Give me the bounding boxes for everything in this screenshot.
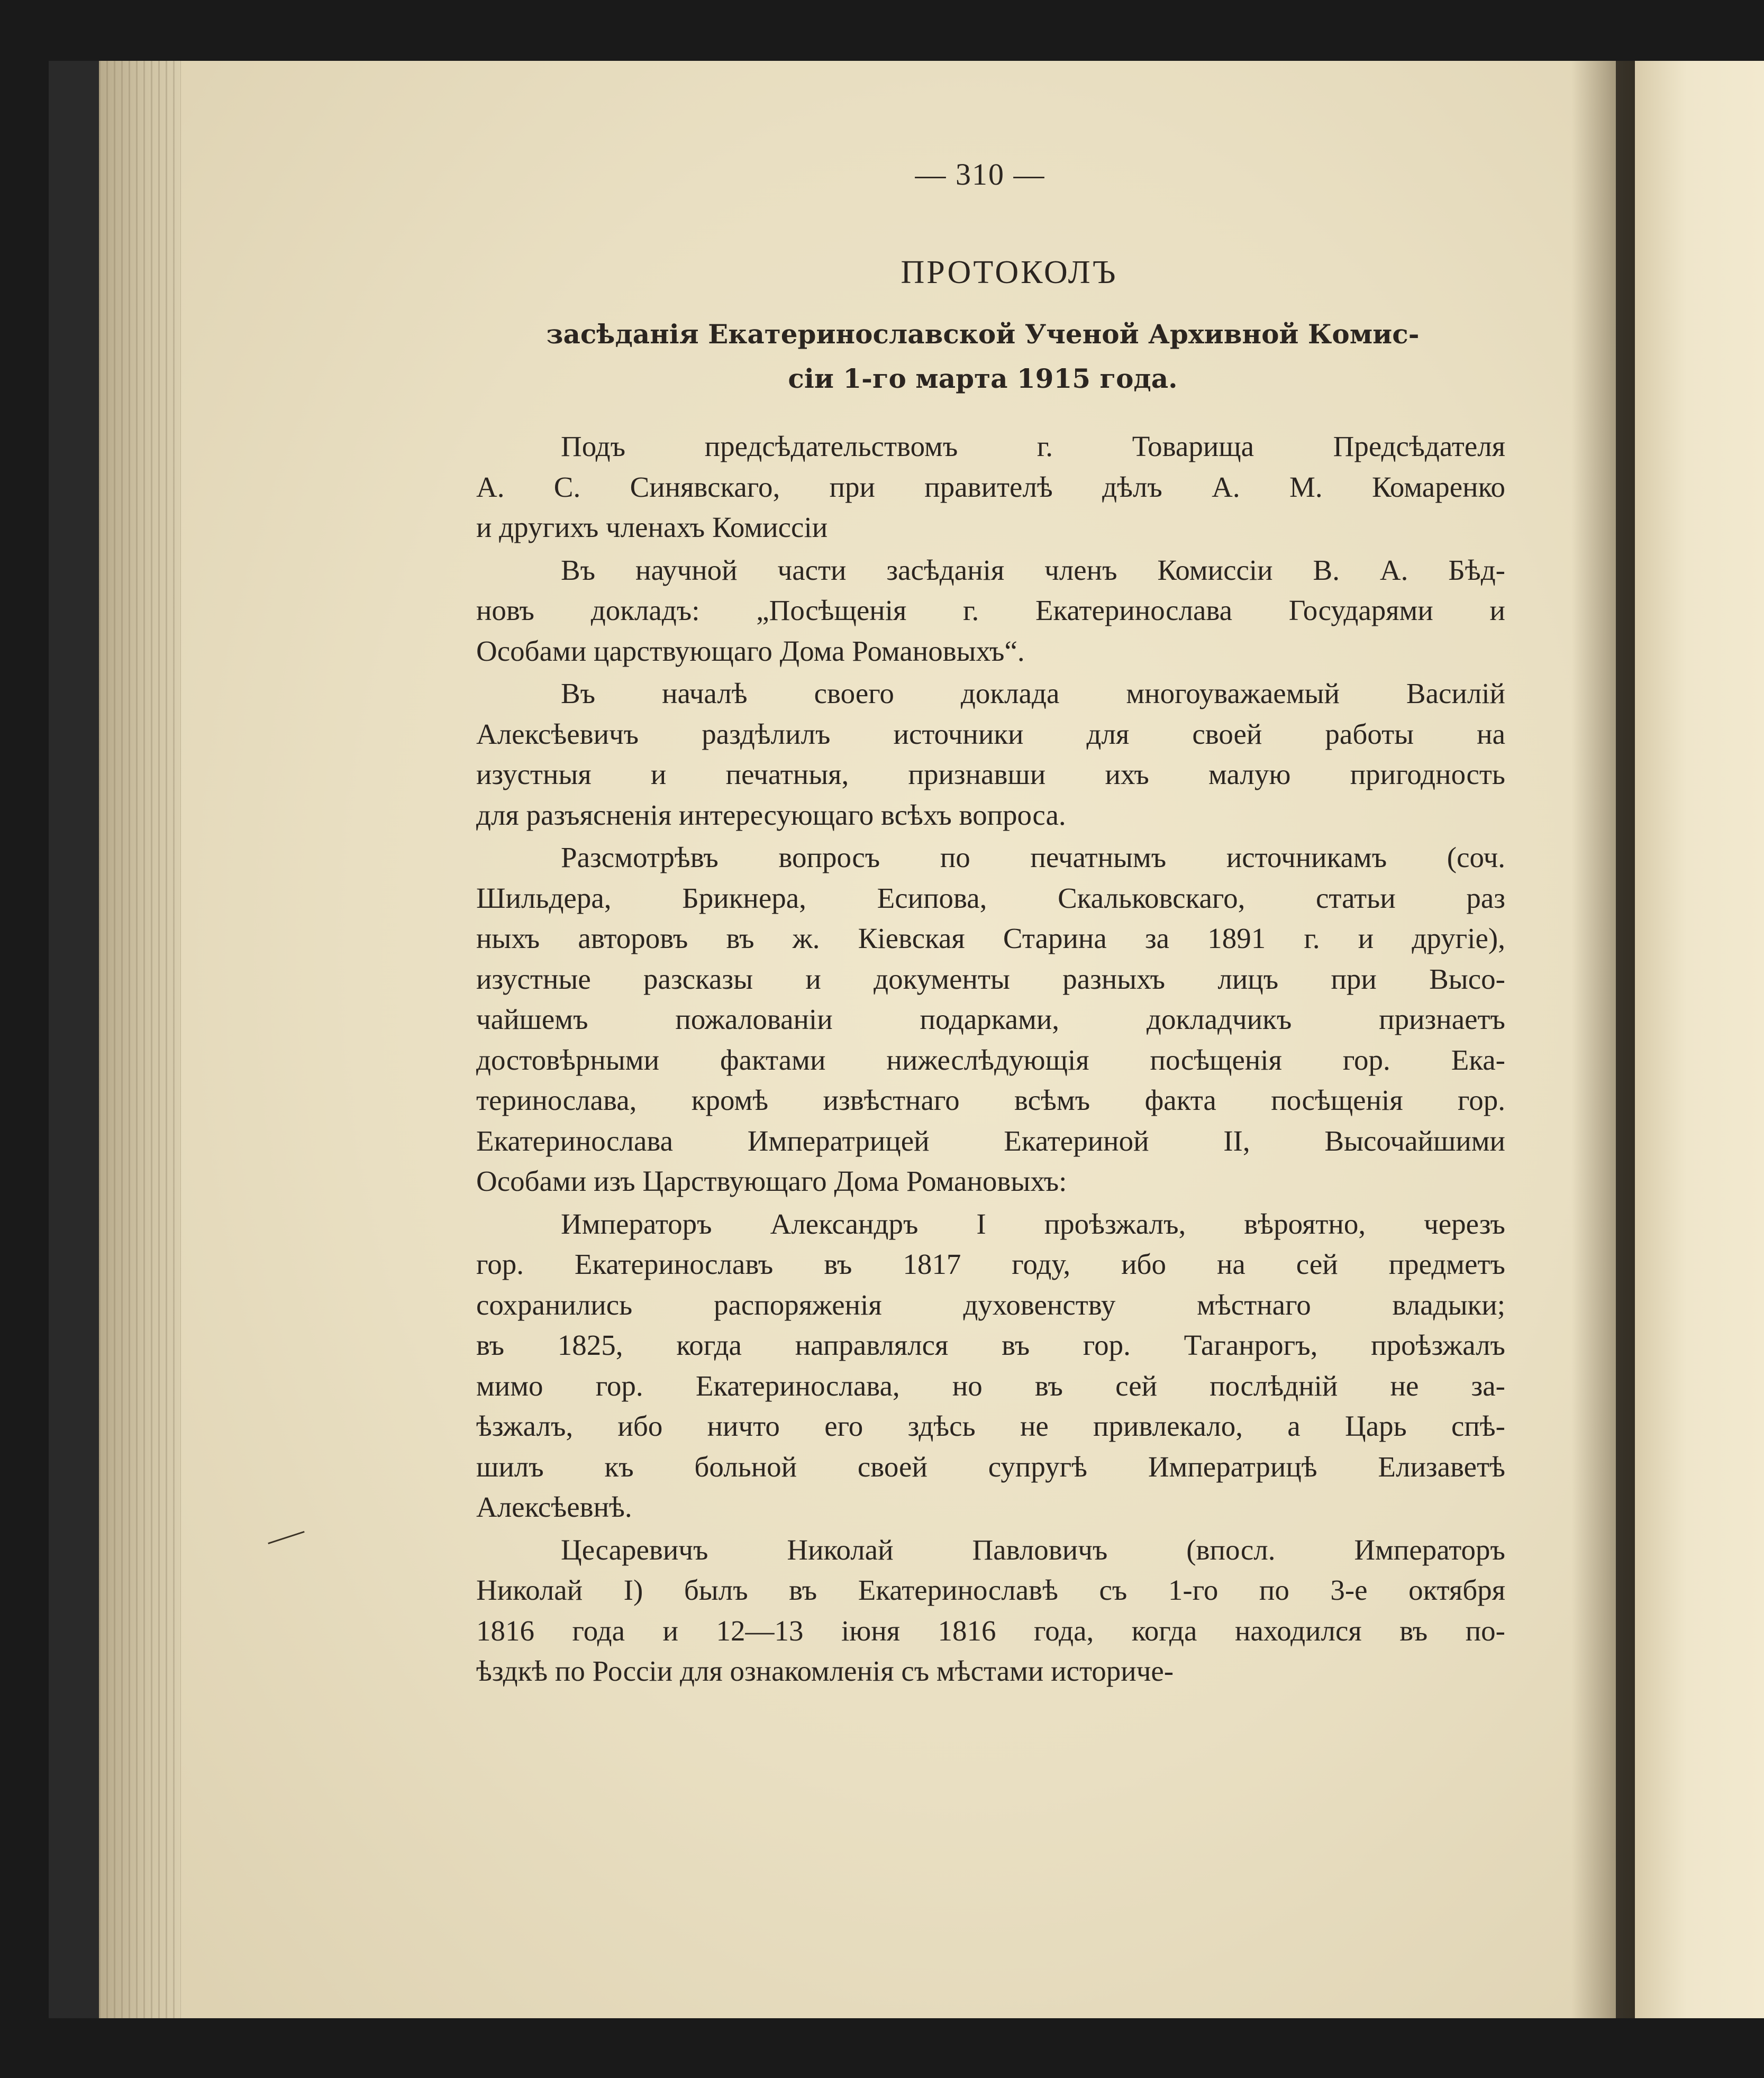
text-line: изустныя и печатныя, признавши ихъ малую пригодность [476, 758, 1505, 790]
subheading-line: сіи 1-го марта 1915 года. [788, 363, 1178, 394]
text-line: Екатеринослава Императрицей Екатериной II, Высочайшими [476, 1124, 1505, 1157]
text-line: Шильдера, Брикнера, Есипова, Скальковскаго, статьи раз [476, 881, 1505, 914]
paragraph [476, 1530, 1505, 1692]
text-line: 1816 года и 12—13 іюня 1816 года, когда находился въ по- [476, 1614, 1505, 1647]
text-line: Императоръ Александръ I проѣзжалъ, вѣроятно, черезъ [561, 1207, 1505, 1240]
text-line: изустные разсказы и документы разныхъ лицъ при Высо- [476, 962, 1505, 995]
text-line: Алексѣевичъ раздѣлилъ источники для своей работы на [476, 717, 1505, 750]
text-line: мимо гор. Екатеринослава, но въ сей послѣдній не за- [476, 1369, 1505, 1402]
facing-page [1635, 61, 1764, 2035]
text-line: ѣздкѣ по Россіи для ознакомленія съ мѣстами историче- [476, 1655, 1174, 1687]
text-line: Особами царствующаго Дома Романовыхъ“. [476, 634, 1025, 667]
text-line: Въ началѣ своего доклада многоуважаемый Василій [561, 677, 1505, 709]
paragraph [476, 550, 1505, 672]
text-line: ѣзжалъ, ибо ничто его здѣсь не привлекало, а Царь спѣ- [476, 1410, 1505, 1442]
paragraph [476, 673, 1505, 835]
text-line: ныхъ авторовъ въ ж. Кіевская Старина за 1891 г. и другіе), [476, 922, 1505, 954]
page-title: ПРОТОКОЛЪ [901, 254, 1118, 290]
text-line: въ 1825, когда направлялся въ гор. Таганрогъ, проѣзжалъ [476, 1329, 1505, 1361]
text-line: Цесаревичъ Николай Павловичъ (впосл. Императоръ [561, 1533, 1505, 1566]
text-line: Подъ предсѣдательствомъ г. Товарища Предсѣдателя [561, 430, 1505, 462]
scan-border [49, 2018, 1764, 2035]
text-line: сохранились распоряженія духовенству мѣстнаго владыки; [476, 1288, 1505, 1321]
page-number: — 310 — [915, 157, 1045, 192]
body-text [476, 426, 1505, 1692]
text-line: достовѣрными фактами нижеслѣдующія посѣщенія гор. Ека- [476, 1043, 1505, 1076]
text-line: и другихъ членахъ Комиссіи [476, 511, 828, 543]
text-line: чайшемъ пожалованіи подарками, докладчикъ признаетъ [476, 1003, 1505, 1035]
subheading [460, 312, 1505, 401]
paragraph [476, 837, 1505, 1202]
text-line: Алексѣевнѣ. [476, 1491, 632, 1523]
text-line: Разсмотрѣвъ вопросъ по печатнымъ источникамъ (соч. [561, 841, 1505, 873]
subheading-line: засѣданія Екатеринославской Ученой Архивной Комис- [546, 318, 1420, 350]
text-line: новъ докладъ: „Посѣщенія г. Екатеринослава Государями и [476, 594, 1505, 626]
text-line: шилъ къ больной своей супругѣ Императрицѣ Елизаветѣ [476, 1450, 1505, 1483]
text-line: теринослава, кромѣ извѣстнаго всѣмъ факта посѣщенія гор. [476, 1084, 1505, 1116]
text-line: А. С. Синявскаго, при правителѣ дѣлъ А. М. Комаренко [476, 470, 1505, 503]
text-line: Николай I) былъ въ Екатеринославѣ съ 1-го по 3-е октября [476, 1574, 1505, 1606]
paragraph [476, 426, 1505, 548]
text-line: гор. Екатеринославъ въ 1817 году, ибо на сей предметъ [476, 1248, 1505, 1280]
text-line: для разъясненія интересующаго всѣхъ вопроса. [476, 798, 1066, 831]
text-line: Особами изъ Царствующаго Дома Романовыхъ: [476, 1165, 1067, 1197]
book-gutter [1571, 61, 1635, 2035]
text-line: Въ научной части засѣданія членъ Комиссіи В. А. Бѣд- [561, 553, 1505, 586]
page-text [476, 153, 1505, 1692]
paragraph [476, 1204, 1505, 1528]
